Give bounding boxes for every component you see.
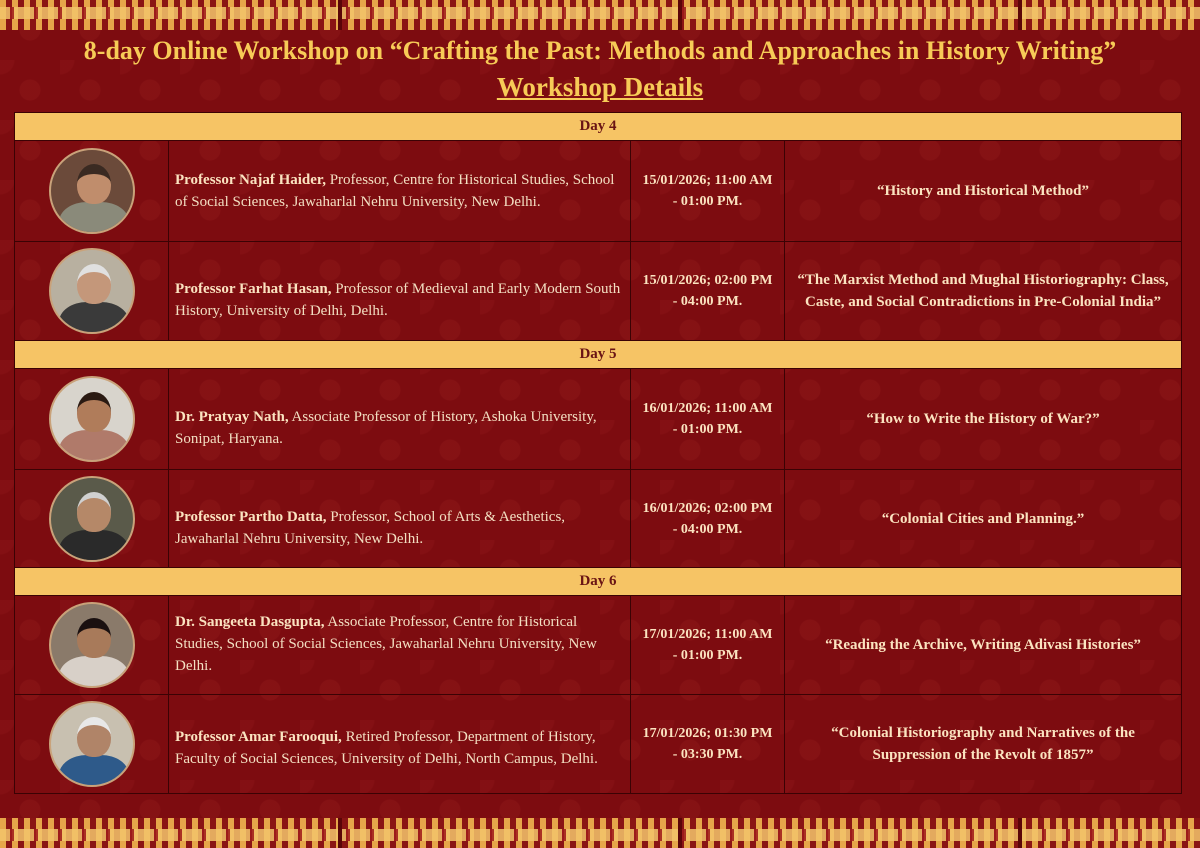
speaker-name: Dr. Pratyay Nath, — [175, 409, 289, 425]
speaker-name: Professor Amar Farooqui, — [175, 729, 342, 745]
speaker-affiliation: Professor, Centre for Historical Studies, School of Social Sciences, Jawaharlal Nehru University, New Delhi. — [175, 172, 615, 210]
speaker-info — [169, 242, 631, 341]
session-time — [631, 596, 785, 695]
schedule-table — [14, 112, 1182, 794]
session-time — [631, 141, 785, 242]
session-topic: “Colonial Historiography and Narratives of the Suppression of the Revolt of 1857” — [785, 695, 1182, 794]
speaker-photo-cell — [15, 596, 169, 695]
speaker-name: Professor Farhat Hasan, — [175, 281, 332, 297]
speaker-photo — [49, 248, 135, 334]
speaker-affiliation: Associate Professor of History, Ashoka University, Sonipat, Haryana. — [175, 409, 597, 447]
speaker-photo-cell — [15, 369, 169, 470]
speaker-photo — [49, 476, 135, 562]
session-row — [15, 470, 1182, 568]
day-label: Day 5 — [15, 341, 1182, 369]
speaker-info — [169, 141, 631, 242]
day-label: Day 6 — [15, 568, 1182, 596]
speaker-affiliation: Professor of Medieval and Early Modern South History, University of Delhi, Delhi. — [175, 281, 621, 319]
speaker-info — [169, 470, 631, 568]
speaker-name: Professor Partho Datta, — [175, 508, 327, 525]
session-date-end: - 01:00 PM. — [672, 194, 743, 209]
session-row — [15, 596, 1182, 695]
session-date-start: 15/01/2026; 02:00 PM — [642, 273, 773, 288]
speaker-name: Dr. Sangeeta Dasgupta, — [175, 614, 325, 630]
session-date-end: - 04:00 PM. — [672, 294, 743, 309]
session-time — [631, 242, 785, 341]
session-date-end: - 03:30 PM. — [672, 747, 743, 762]
top-border-decoration — [0, 0, 1200, 30]
session-topic: “Colonial Cities and Planning.” — [785, 470, 1182, 568]
speaker-affiliation: Associate Professor, Centre for Historical Studies, School of Social Sciences, Jawaharlal Nehru University, New Delhi. — [175, 614, 597, 674]
day-header-row — [15, 341, 1182, 369]
page-title: 8-day Online Workshop on “Crafting the Past: Methods and Approaches in History Writing” — [83, 36, 1117, 65]
speaker-affiliation: Retired Professor, Department of History, Faculty of Social Sciences, University of Delhi, North Campus, Delhi. — [175, 729, 598, 767]
session-time — [631, 695, 785, 794]
session-date-start: 16/01/2026; 11:00 AM — [642, 401, 773, 416]
speaker-name: Professor Najaf Haider, — [175, 172, 326, 188]
session-row — [15, 141, 1182, 242]
speaker-photo — [49, 701, 135, 787]
session-date-start: 17/01/2026; 01:30 PM — [642, 726, 773, 741]
speaker-photo-cell — [15, 141, 169, 242]
day-header-row — [15, 568, 1182, 596]
session-topic: “History and Historical Method” — [785, 141, 1182, 242]
session-date-start: 15/01/2026; 11:00 AM — [642, 173, 773, 188]
session-date-end: - 04:00 PM. — [672, 521, 743, 537]
speaker-photo-cell — [15, 470, 169, 568]
session-time — [631, 470, 785, 568]
bottom-border-decoration — [0, 818, 1200, 848]
session-topic: “How to Write the History of War?” — [785, 369, 1182, 470]
speaker-info — [169, 596, 631, 695]
session-time — [631, 369, 785, 470]
session-date-start: 16/01/2026; 02:00 PM — [642, 500, 773, 516]
speaker-info — [169, 695, 631, 794]
session-row — [15, 242, 1182, 341]
session-topic: “The Marxist Method and Mughal Historiography: Class, Caste, and Social Contradictions in Pre-Colonial India” — [785, 242, 1182, 341]
session-row — [15, 695, 1182, 794]
session-date-end: - 01:00 PM. — [672, 422, 743, 437]
speaker-photo — [49, 602, 135, 688]
session-date-end: - 01:00 PM. — [672, 648, 743, 663]
speaker-photo-cell — [15, 695, 169, 794]
speaker-photo — [49, 148, 135, 234]
speaker-info — [169, 369, 631, 470]
speaker-photo — [49, 376, 135, 462]
day-header-row — [15, 113, 1182, 141]
day-label: Day 4 — [15, 113, 1182, 141]
session-topic: “Reading the Archive, Writing Adivasi Histories” — [785, 596, 1182, 695]
session-date-start: 17/01/2026; 11:00 AM — [642, 627, 773, 642]
speaker-photo-cell — [15, 242, 169, 341]
speaker-affiliation: Professor, School of Arts & Aesthetics, Jawaharlal Nehru University, New Delhi. — [175, 508, 566, 547]
session-row — [15, 369, 1182, 470]
page-subtitle: Workshop Details — [496, 72, 704, 102]
